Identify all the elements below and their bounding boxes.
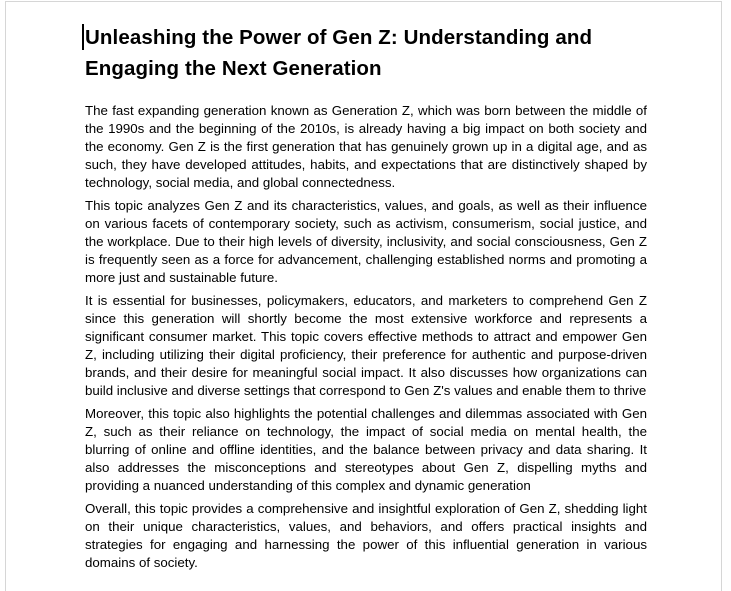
text-cursor (82, 24, 84, 50)
paragraph-4[interactable]: Moreover, this topic also highlights the potential challenges and dilemmas associated with Gen Z, such as their reliance on technology, the impact of social media on mental health, the blurring of online and offline identities, and the balance between privacy and data sharing. It also addresses the misconceptions and stereotypes about Gen Z, dispelling myths and providing a nuanced understanding of this complex and dynamic generation (85, 406, 647, 493)
paragraph-5[interactable]: Overall, this topic provides a comprehensive and insightful exploration of Gen Z, shedding light on their unique characteristics, values, and behaviors, and offers practical insights and strategies for engaging and harnessing the power of this influential generation in various domains of society. (85, 501, 647, 570)
document-text-area[interactable] (85, 22, 647, 577)
document-page[interactable] (5, 1, 722, 591)
paragraph-2[interactable]: This topic analyzes Gen Z and its characteristics, values, and goals, as well as their influence on various facets of contemporary society, such as activism, consumerism, social justice, and the workplace. Due to their high levels of diversity, inclusivity, and social consciousness, Gen Z is frequently seen as a force for advancement, challenging established norms and promoting a more just and sustainable future. (85, 198, 647, 285)
paragraph-3[interactable]: It is essential for businesses, policymakers, educators, and marketers to comprehend Gen Z since this generation will shortly become the most extensive workforce and represents a significant consumer market. This topic covers effective methods to attract and empower Gen Z, including utilizing their digital proficiency, their preference for authentic and purpose-driven brands, and their desire for meaningful social impact. It also discusses how organizations can build inclusive and diverse settings that correspond to Gen Z's values and enable them to thrive (85, 293, 647, 398)
document-title[interactable] (85, 22, 647, 84)
paragraph-1[interactable]: The fast expanding generation known as Generation Z, which was born between the middle of the 1990s and the beginning of the 2010s, is already having a big impact on both society and the economy. Gen Z is the first generation that has genuinely grown up in a digital age, and as such, they have developed attitudes, habits, and expectations that are distinctively shaped by technology, social media, and global connectedness. (85, 103, 647, 190)
document-title-text: Unleashing the Power of Gen Z: Understanding and Engaging the Next Generation (85, 26, 593, 80)
